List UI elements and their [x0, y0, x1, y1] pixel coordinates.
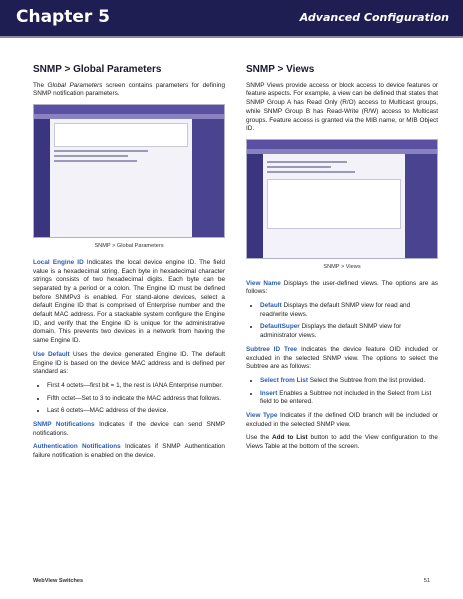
global-parameters-caption: SNMP > Global Parameters — [94, 243, 164, 250]
view-name-options — [246, 302, 438, 341]
section-title: Advanced Configuration — [299, 11, 449, 24]
engine-id-octet-list — [33, 382, 225, 416]
list-item: • Fifth octet—Set to 3 to indicate the MAC address that follows. — [47, 395, 225, 404]
use-default-desc: Use Default Uses the device generated Engine ID. The default Engine ID is based on the device MAC address and is defined per standard as: — [33, 350, 225, 376]
right-column — [246, 66, 438, 457]
view-type-desc: View Type Indicates if the defined OID branch will be included or excluded in the selected SNMP view. — [246, 412, 438, 428]
subtree-id-tree-desc: Subtree ID Tree Indicates the device feature OID included or excluded in the selected SNMP view. The options to select the Subtree are as follows: — [246, 345, 438, 371]
views-intro: SNMP Views provide access or block access to device features or feature aspects. For example, a view can be defined that states that SNMP Group A has Read Only (R/O) access to Multicast groups, while SNMP Group B has Read-Write (R/W) access to Multicast groups. Feature access is granted via the MIB name, or MIB Object ID. — [246, 81, 438, 133]
list-item: • Insert Enables a Subtree not included in the Select from List field to be entered. — [260, 390, 438, 407]
views-caption: SNMP > Views — [323, 263, 361, 270]
authentication-notifications-desc: Authentication Notifications Indicates if SNMP Authentication failure notification is enabled on the device. — [33, 443, 225, 460]
views-screenshot — [246, 139, 438, 259]
left-column — [33, 66, 225, 466]
list-item: • Select from List Select the Subtree from the list provided. — [260, 377, 438, 386]
list-item: • Last 6 octets—MAC address of the device. — [47, 407, 225, 416]
global-parameters-heading: SNMP > Global Parameters — [33, 64, 162, 75]
views-heading: SNMP > Views — [246, 64, 315, 75]
subtree-options — [246, 377, 438, 407]
page-number: 51 — [423, 578, 430, 584]
footer-product: WebView Switches — [33, 578, 84, 584]
list-item: • Default Displays the default SNMP view for read and read/write views. — [260, 302, 438, 319]
global-parameters-screenshot — [33, 104, 225, 238]
add-to-list-note: Use the Add to List button to add the View configuration to the Views Table at the bottom of the screen. — [246, 434, 438, 451]
view-name-desc: View Name Displays the user-defined views. The options are as follows: — [246, 279, 438, 296]
list-item: • First 4 octets—first bit = 1, the rest is IANA Enterprise number. — [47, 382, 225, 391]
snmp-notifications-desc: SNMP Notifications Indicates if the device can send SNMP notifications. — [33, 421, 225, 437]
local-engine-id-desc: Local Engine ID Indicates the local device engine ID. The field value is a hexadecimal string. Each byte in hexadecimal character strings consists of two hexadecimal digits. Each byte can be separated by a period or a colon. The Engine ID must be defined before SNMPv3 is enabled. For stand-alone devices, select a default Engine ID that is comprised of Enterprise number and the default MAC address. For a stackable system configure the Engine ID, and verify that the Engine ID is unique for the administrative domain. This prevents two devices in a network from having the same Engine ID. — [33, 258, 226, 345]
chapter-header-band — [0, 0, 463, 36]
chapter-title: Chapter 5 — [16, 7, 111, 27]
header-rule — [0, 36, 463, 38]
global-parameters-intro: The Global Parameters screen contains parameters for defining SNMP notification parameters. — [33, 81, 226, 98]
list-item: • DefaultSuper Displays the default SNMP view for administrator views. — [260, 323, 438, 340]
